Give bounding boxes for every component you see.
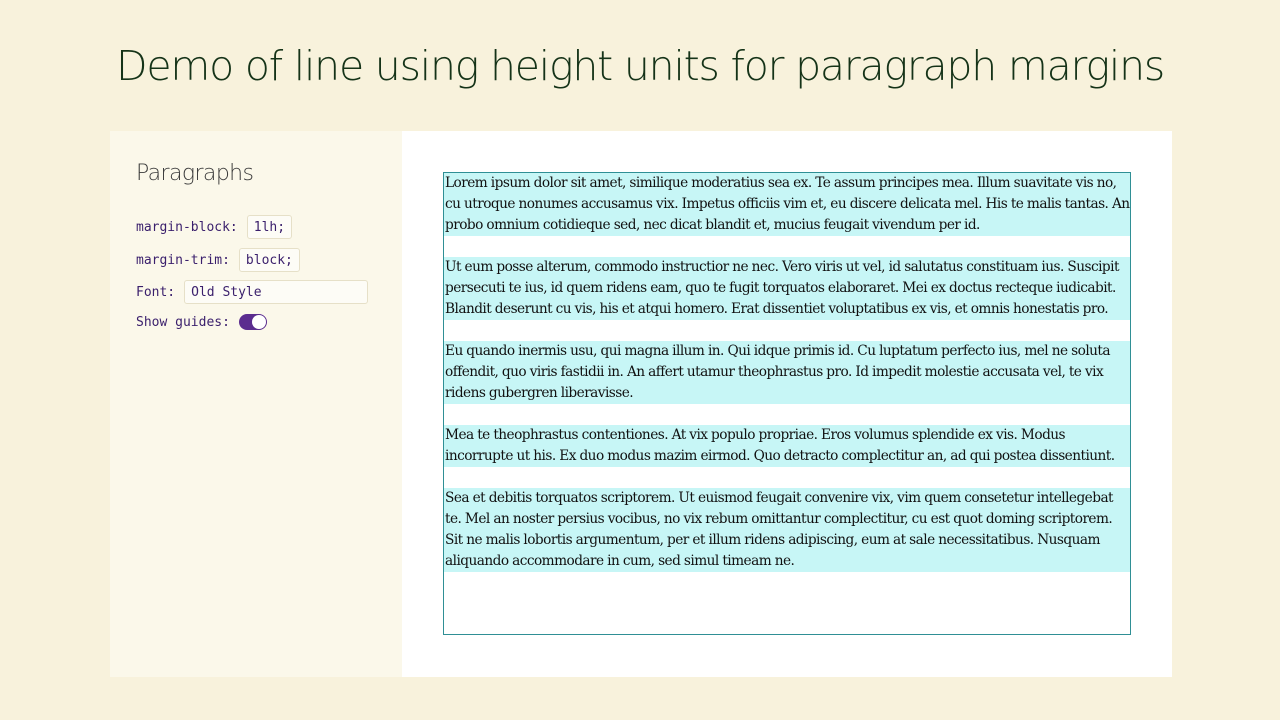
demo-card — [110, 131, 1172, 677]
font-select[interactable]: Old Style — [184, 280, 368, 304]
margin-trim-input[interactable]: block; — [239, 248, 300, 272]
paragraph: Mea te theophrastus contentiones. At vix populo propriae. Eros volumus splendide ex vis. Modus incorrupte ut his. Ex duo modus mazim eirmod. Quo detracto complectitur an, ad qui postea dissentiunt. — [444, 425, 1130, 467]
paragraph: Lorem ipsum dolor sit amet, similique moderatius sea ex. Te assum principes mea. Illum suavitate vis no, cu utroque nonumes accusamus vix. Impetus officiis vim et, eu discere delicata mel. His te malis tantas. An probo omnium cotidieque sed, nec dicat blandit et, mucius feugait vivendum per id. — [444, 173, 1130, 236]
margin-block-label: margin-block: — [136, 219, 238, 235]
toggle-knob-icon — [252, 315, 266, 329]
show-guides-toggle[interactable] — [239, 314, 267, 330]
show-guides-control — [136, 309, 267, 335]
page-title: Demo of line using height units for paragraph margins — [115, 42, 1165, 90]
show-guides-label: Show guides: — [136, 314, 230, 330]
paragraph: Sea et debitis torquatos scriptorem. Ut euismod feugait convenire vix, vim quem consetetur intellegebat te. Mel an noster persius vocibus, no vix rebum omittantur complectitur, cu est quot doming scriptorem. Sit ne malis lobortis argumentum, per et illum ridens adipiscing, eum at sale necessitatibus. Nusquam aliquando accommodare in cum, sed simul timeam ne. — [444, 488, 1130, 572]
margin-trim-control — [136, 247, 300, 273]
font-label: Font: — [136, 284, 176, 300]
paragraph: Eu quando inermis usu, qui magna illum in. Qui idque primis id. Cu luptatum perfecto ius, mel ne soluta offendit, quo viris fastidii in. An affert utamur theophrastus pro. Id impedit molestie accusata vel, te vix ridens gubergren liberavisse. — [444, 341, 1130, 404]
margin-block-input[interactable]: 1lh; — [247, 215, 292, 239]
settings-sidebar — [110, 131, 402, 677]
paragraph-demo-box — [443, 172, 1131, 635]
sidebar-heading: Paragraphs — [136, 161, 254, 186]
margin-block-control — [136, 214, 292, 240]
paragraph: Ut eum posse alterum, commodo instructior ne nec. Vero viris ut vel, id salutatus constituam ius. Suscipit persecuti te ius, id quem ridens eam, quo te fugit torquatos elaboraret. Mei ex doctus recteque iudicabit. Blandit deserunt cu vis, his et atqui homero. Erat dissentiet voluptatibus ex vis, et omnis honestatis pro. — [444, 257, 1130, 320]
font-control — [136, 279, 368, 305]
margin-trim-label: margin-trim: — [136, 252, 230, 268]
